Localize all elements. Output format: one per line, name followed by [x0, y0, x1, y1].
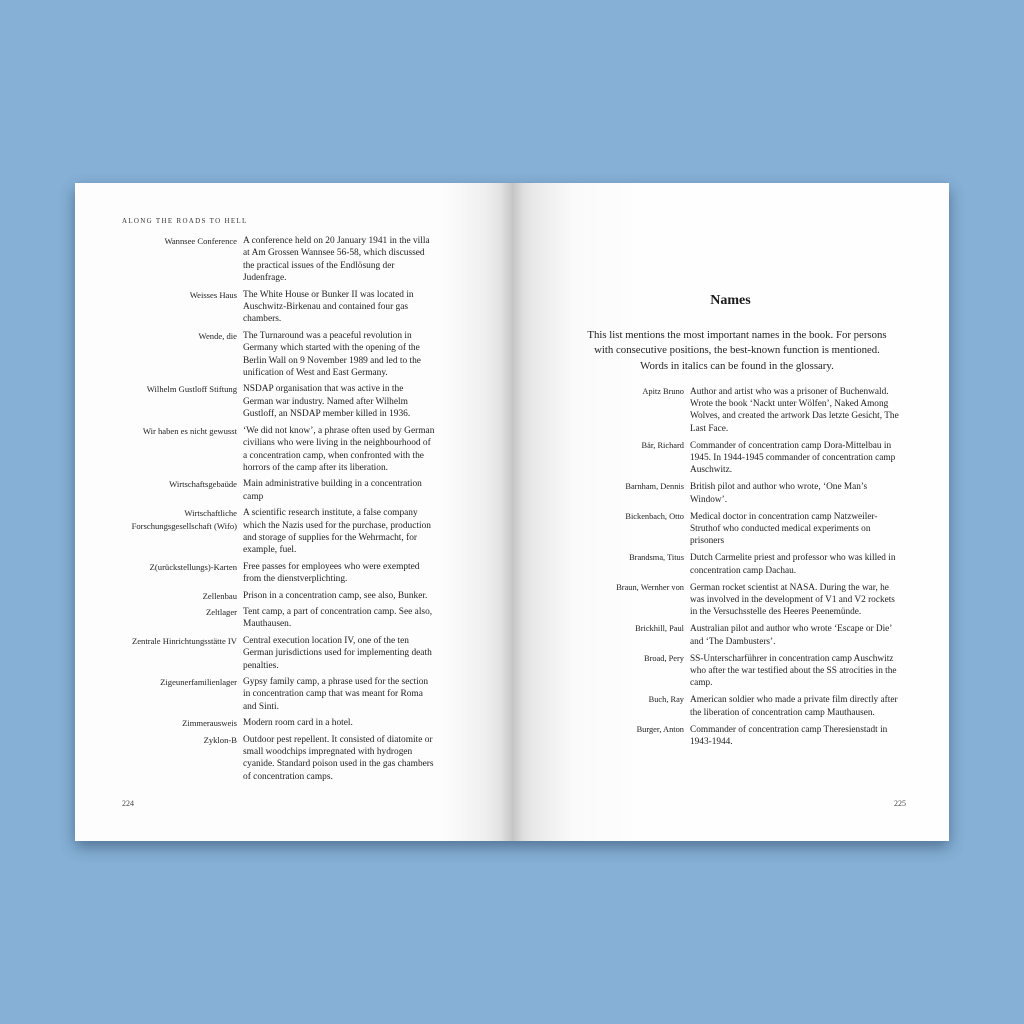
- person-name: Apitz Bruno: [642, 387, 684, 396]
- person-name: Braun, Wernher von: [616, 582, 684, 592]
- glossary-term: Zeltlager: [205, 606, 237, 617]
- person-name: Bär, Richard: [641, 440, 684, 450]
- intro-paragraph: This list mentions the most important names in the book. For persons with consecutive positions, the best-known function is mentioned. Words in italics can be found in the glossary.: [587, 329, 887, 372]
- name-entry: [590, 724, 910, 748]
- book-gutter: [500, 183, 524, 841]
- name-entry: [590, 440, 910, 477]
- glossary-definition: Free passes for employees who were exempted from the dienstverplichting.: [243, 561, 420, 585]
- glossary-definition: Modern room card in a hotel.: [243, 718, 353, 729]
- glossary-list: [115, 235, 495, 787]
- glossary-entry: [115, 289, 495, 326]
- open-book: [75, 183, 949, 841]
- person-description: Commander of concentration camp Theresienstadt in 1943-1944.: [690, 724, 888, 748]
- glossary-definition: Prison in a concentration camp, see also, Bunker.: [243, 590, 428, 601]
- person-name: Bickenbach, Otto: [625, 511, 684, 521]
- glossary-definition: Main administrative building in a concentration camp: [243, 479, 422, 502]
- name-entry: [590, 623, 910, 647]
- names-list: [590, 386, 910, 753]
- person-name: Brandsma, Titus: [629, 553, 684, 563]
- person-name: Broad, Pery: [643, 653, 684, 663]
- glossary-term: Wirtschaftliche Forschungsgesellschaft (Wifo): [131, 508, 237, 531]
- page-number: 224: [122, 799, 134, 808]
- glossary-definition: Gypsy family camp, a phrase used for the section in concentration camp that was meant for Roma and Sinti.: [243, 677, 429, 712]
- glossary-term: Zyklon-B: [203, 734, 237, 745]
- glossary-entry: [115, 635, 495, 672]
- person-description: Author and artist who was a prisoner of Buchenwald. Wrote the book ‘Nackt unter Wölfen’, Naked Among Wolves, and created the artwork Das letzte Gesicht, The Last Face.: [690, 387, 899, 434]
- person-description: German rocket scientist at NASA. During the war, he was involved in the development of V1 and V2 rockets in the Versuchsstelle des Heeres Peenemünde.: [690, 582, 895, 618]
- glossary-term: Weisses Haus: [189, 289, 237, 300]
- right-page: [512, 183, 949, 841]
- glossary-term: Zigeunerfamilienlager: [160, 677, 237, 687]
- person-description: SS-Unterscharführer in concentration camp Auschwitz who after the war testified about the SS atrocities in the camp.: [690, 653, 897, 689]
- glossary-definition: A scientific research institute, a false company which the Nazis used for the purchase, production and storage of supplies for the Wehrmacht, for example, fuel.: [243, 508, 431, 556]
- glossary-term: Zimmerausweis: [182, 718, 237, 729]
- glossary-definition: A conference held on 20 January 1941 in the villa at Am Grossen Wannsee 56-58, which discussed the practical issues of the Endlösung der Judenfrage.: [243, 236, 430, 284]
- running-head: ALONG THE ROADS TO HELL: [122, 217, 248, 225]
- name-entry: [590, 653, 910, 690]
- glossary-entry: [115, 676, 495, 713]
- person-description: Dutch Carmelite priest and professor who was killed in concentration camp Dachau.: [690, 553, 896, 576]
- glossary-term: Wilhelm Gustloff Stiftung: [146, 384, 237, 395]
- glossary-entry: [115, 606, 495, 631]
- person-description: British pilot and author who wrote, ‘One Man’s Window’.: [690, 482, 868, 505]
- glossary-definition: ‘We did not know’, a phrase often used by German civilians who were living in the neighbourhood of a concentration camp, when confronted with the horrors of the camp after its liberation.: [243, 425, 435, 473]
- glossary-entry: [115, 717, 495, 729]
- glossary-term: Wirtschaftsgebaüde: [169, 479, 237, 490]
- glossary-entry: [115, 734, 495, 784]
- glossary-term: Wende, die: [198, 330, 237, 341]
- glossary-term: Wir haben es nicht gewusst: [142, 425, 237, 436]
- section-title: Names: [710, 293, 751, 308]
- person-description: American soldier who made a private film directly after the liberation of concentration camp Mauthausen.: [690, 695, 898, 718]
- left-page: [75, 183, 512, 841]
- name-entry: [590, 481, 910, 505]
- name-entry: [590, 552, 910, 576]
- person-description: Australian pilot and author who wrote ‘Escape or Die’ and ‘The Dambusters’.: [690, 624, 892, 647]
- person-name: Barnham, Dennis: [625, 482, 684, 492]
- glossary-term: Zellenbau: [202, 590, 237, 601]
- name-entry: [590, 386, 910, 435]
- glossary-term: Wannsee Conference: [164, 236, 237, 246]
- glossary-entry: [115, 235, 495, 285]
- glossary-definition: Central execution location IV, one of the ten German jurisdictions used for implementing death penalties.: [243, 635, 432, 671]
- page-number: 225: [894, 799, 906, 808]
- person-name: Burger, Anton: [636, 724, 684, 734]
- glossary-definition: The White House or Bunker II was located in Auschwitz-Birkenau and contained four gas chambers.: [243, 289, 414, 325]
- glossary-definition: The Turnaround was a peaceful revolution in Germany which started with the opening of the Berlin Wall on 9 November 1989 and led to the unification of West and East Germany.: [243, 330, 421, 379]
- glossary-entry: [115, 425, 495, 475]
- glossary-entry: [115, 507, 495, 557]
- person-name: Buch, Ray: [648, 695, 684, 705]
- glossary-definition: Tent camp, a part of concentration camp. See also, Mauthausen.: [243, 606, 433, 630]
- person-description: Medical doctor in concentration camp Natzweiler-Struthof who conducted medical experiments on prisoners: [690, 511, 878, 547]
- glossary-term: Z(urückstellungs)-Karten: [149, 561, 237, 572]
- glossary-definition: Outdoor pest repellent. It consisted of diatomite or small woodchips impregnated with hydrogen cyanide. Standard poison used in the gas chambers of concentration camps.: [243, 734, 434, 782]
- person-description: Commander of concentration camp Dora-Mittelbau in 1945. In 1944-1945 commander of concentration camp Auschwitz.: [690, 440, 896, 476]
- glossary-entry: [115, 561, 495, 586]
- glossary-entry: [115, 330, 495, 380]
- glossary-term: Zentrale Hinrichtungsstätte IV: [131, 635, 237, 646]
- name-entry: [590, 582, 910, 619]
- person-name: Brickhill, Paul: [635, 624, 684, 634]
- glossary-entry: [115, 478, 495, 503]
- glossary-entry: [115, 590, 495, 602]
- name-entry: [590, 511, 910, 548]
- glossary-definition: NSDAP organisation that was active in the German war industry. Named after Wilhelm Gustloff, an NSDAP member killed in 1936.: [243, 384, 411, 420]
- name-entry: [590, 694, 910, 718]
- glossary-entry: [115, 383, 495, 420]
